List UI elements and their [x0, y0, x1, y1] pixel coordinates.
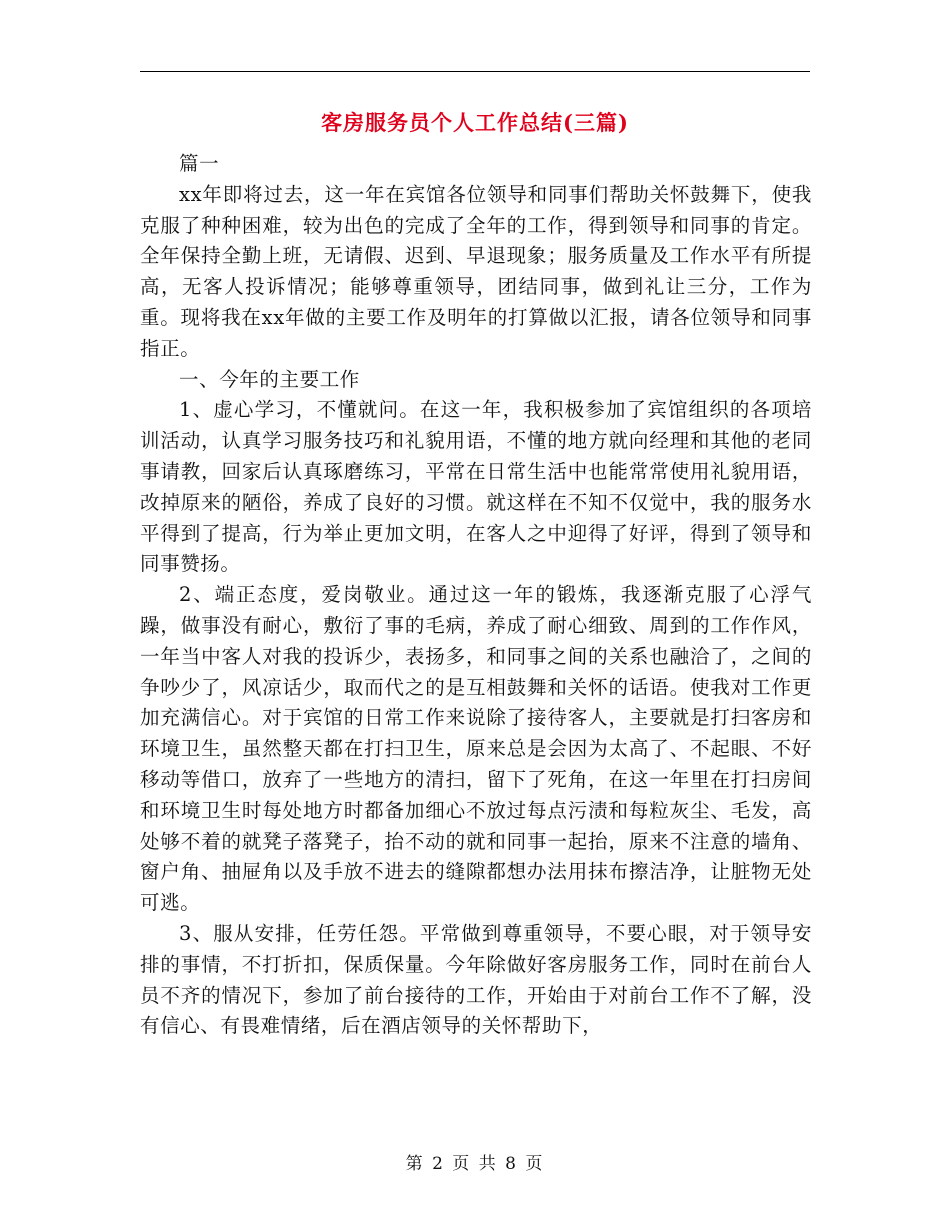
- section-heading-main-work: 一、今年的主要工作: [179, 367, 360, 391]
- document-title: 客房服务员个人工作总结(三篇): [321, 110, 629, 135]
- intro-paragraph: xx年即将过去，这一年在宾馆各位领导和同事们帮助关怀鼓舞下，使我克服了种种困难，较为出色的完成了全年的工作，得到领导和同事的肯定。全年保持全勤上班，无请假、迟到、早退现象；服务质量及工作水平有所提高，无客人投诉情况；能够尊重领导，团结同事，做到礼让三分，工作为重。现将我在xx年做的主要工作及明年的打算做以汇报，请各位领导和同事指正。: [140, 182, 812, 360]
- work-item-3-paragraph: 3、服从安排，任劳任怨。平常做到尊重领导，不要心眼，对于领导安排的事情，不打折扣，保质保量。今年除做好客房服务工作，同时在前台人员不齐的情况下，参加了前台接待的工作，开始由于对前台工作不了解，没有信心、有畏难情绪，后在酒店领导的关怀帮助下，: [140, 921, 812, 1038]
- page-number-footer: 第 2 页 共 8 页: [405, 1154, 545, 1174]
- header-rule: [140, 71, 810, 72]
- work-item-2-paragraph: 2、端正态度，爱岗敬业。通过这一年的锻炼，我逐渐克服了心浮气躁，做事没有耐心，敷衍了事的毛病，养成了耐心细致、周到的工作作风，一年当中客人对我的投诉少，表扬多，和同事之间的关系也融洽了，之间的争吵少了，风凉话少，取而代之的是互相鼓舞和关怀的话语。使我对工作更加充满信心。对于宾馆的日常工作来说除了接待客人，主要就是打扫客房和环境卫生，虽然整天都在打扫卫生，原来总是会因为太高了、不起眼、不好移动等借口，放弃了一些地方的清扫，留下了死角，在这一年里在打扫房间和环境卫生时每处地方时都备加细心不放过每点污渍和每粒灰尘、毛发，高处够不着的就凳子落凳子，抬不动的就和同事一起抬，原来不注意的墙角、窗户角、抽屉角以及手放不进去的缝隙都想办法用抹布擦洁净，让脏物无处可逃。: [140, 583, 812, 915]
- work-item-1-paragraph: 1、虚心学习，不懂就问。在这一年，我积极参加了宾馆组织的各项培训活动，认真学习服务技巧和礼貌用语，不懂的地方就向经理和其他的老同事请教，回家后认真琢磨练习，平常在日常生活中也能常常使用礼貌用语，改掉原来的陋俗，养成了良好的习惯。就这样在不知不仅觉中，我的服务水平得到了提高，行为举止更加文明，在客人之中迎得了好评，得到了领导和同事赞扬。: [140, 398, 812, 576]
- document-body: [140, 149, 812, 1042]
- section-heading-part-one: 篇一: [179, 152, 220, 175]
